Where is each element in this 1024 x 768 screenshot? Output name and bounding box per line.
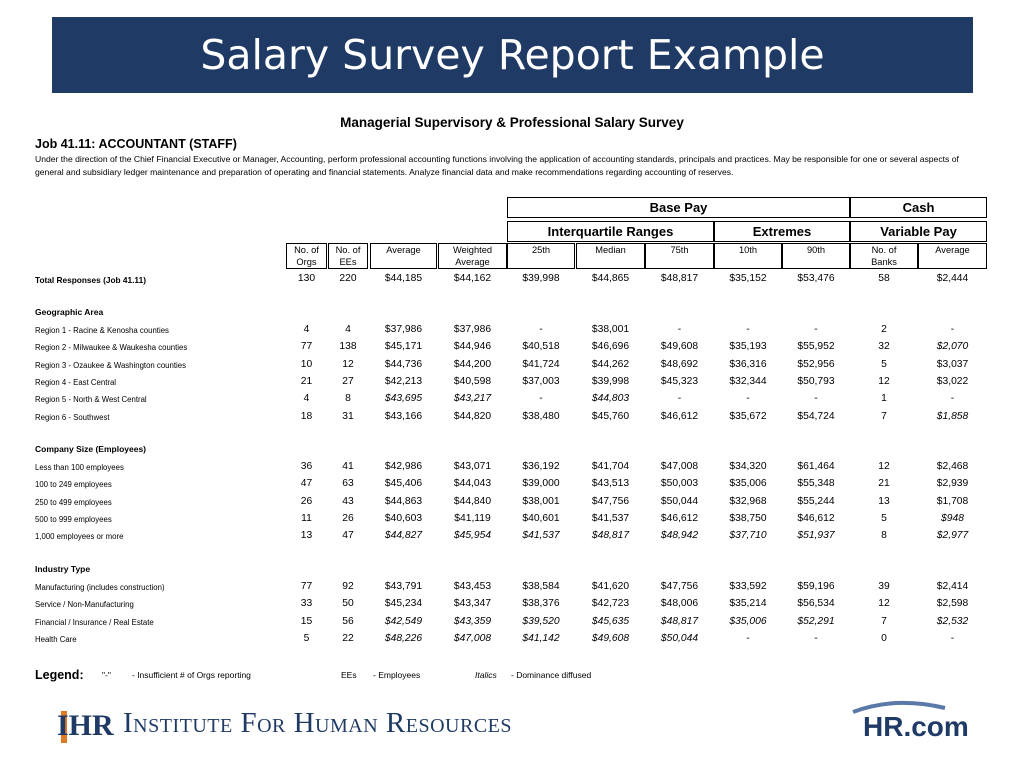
table-cell: $37,986 <box>453 324 492 335</box>
table-cell: - <box>814 324 818 335</box>
table-cell: 0 <box>881 632 887 644</box>
table-cell: $47,756 <box>660 581 699 592</box>
table-cell: 8 <box>881 530 887 542</box>
table-cell: $44,946 <box>453 341 492 353</box>
table-row <box>0 530 1024 544</box>
survey-title: Managerial Supervisory & Professional Salary Survey <box>340 115 684 130</box>
table-cell: $45,234 <box>384 598 423 610</box>
column-header-line1: Average <box>386 245 421 255</box>
table-cell: $43,359 <box>453 615 492 627</box>
table-row <box>0 496 1024 510</box>
table-cell: 5 <box>881 358 887 370</box>
table-cell: 39 <box>878 581 890 592</box>
table-cell: $46,612 <box>660 512 699 524</box>
table-cell: $50,044 <box>660 495 699 507</box>
table-cell: $39,998 <box>522 273 560 284</box>
table-cell: 43 <box>342 495 354 507</box>
column-header <box>438 243 507 269</box>
table-cell: $43,166 <box>384 410 423 422</box>
table-cell: 4 <box>303 393 310 405</box>
header-variable-pay: Variable Pay <box>850 221 987 242</box>
table-cell: $40,518 <box>522 341 560 353</box>
column-header-line2 <box>577 256 644 268</box>
table-cell: $948 <box>941 512 964 524</box>
table-cell: $35,214 <box>729 598 767 610</box>
column-header <box>850 243 918 269</box>
header-base-pay: Base Pay <box>507 197 850 218</box>
table-cell: $55,244 <box>797 495 835 507</box>
row-label: Region 2 - Milwaukee & Waukesha counties <box>35 343 188 353</box>
table-cell: 130 <box>297 273 316 284</box>
table-cell: $35,672 <box>729 410 767 422</box>
table-cell: $45,954 <box>453 530 492 542</box>
table-cell: 5 <box>303 632 310 644</box>
table-cell: $46,696 <box>591 341 630 353</box>
table-cell: 220 <box>339 273 357 284</box>
table-cell: $53,476 <box>797 273 835 284</box>
row-label: 250 to 499 employees <box>35 497 112 507</box>
hrcom-logo <box>845 698 985 744</box>
table-row <box>0 581 1024 595</box>
table-cell: $35,006 <box>729 615 767 627</box>
column-header-line1: 25th <box>531 245 551 255</box>
table-cell: $40,603 <box>384 512 423 524</box>
table-cell: 13 <box>300 530 313 542</box>
table-cell: $49,608 <box>591 632 630 644</box>
table-row <box>0 513 1024 527</box>
table-cell: 77 <box>300 581 313 592</box>
table-cell: $45,323 <box>660 375 699 387</box>
table-cell: 12 <box>878 375 890 387</box>
column-header-line1: Weighted <box>452 245 493 255</box>
table-cell: 10 <box>300 358 313 370</box>
table-cell: $46,612 <box>660 410 699 422</box>
table-cell: 31 <box>342 410 354 422</box>
table-cell: $1,708 <box>936 495 969 507</box>
table-cell: $54,724 <box>797 410 835 422</box>
table-row <box>0 633 1024 647</box>
table-cell: 50 <box>342 598 354 610</box>
table-cell: $45,635 <box>591 615 630 627</box>
table-cell: 12 <box>878 598 890 610</box>
table-cell: $37,986 <box>384 324 423 335</box>
table-cell: $41,142 <box>522 632 560 644</box>
table-cell: - <box>746 632 750 644</box>
table-cell: $2,468 <box>936 461 969 472</box>
table-cell: $48,817 <box>660 615 699 627</box>
table-cell: - <box>950 393 955 405</box>
table-cell: 22 <box>342 632 354 644</box>
table-cell: 4 <box>303 324 310 335</box>
table-cell: $44,840 <box>453 495 492 507</box>
table-cell: $48,942 <box>660 530 699 542</box>
row-label: 100 to 249 employees <box>35 480 112 490</box>
table-cell: $34,320 <box>729 461 767 472</box>
table-cell: $50,044 <box>660 632 699 644</box>
column-header <box>918 243 987 269</box>
column-header-line1: No. of <box>871 245 897 255</box>
table-cell: - <box>539 324 543 335</box>
table-row <box>0 461 1024 475</box>
table-cell: $44,043 <box>453 478 492 490</box>
table-cell: - <box>677 324 682 335</box>
slide-title: Salary Survey Report Example <box>200 31 825 79</box>
table-cell: $43,791 <box>384 581 423 592</box>
table-row <box>0 376 1024 390</box>
ihr-name: Institute For Human Resources <box>123 707 513 739</box>
table-cell: $35,152 <box>729 273 767 284</box>
table-cell: $42,213 <box>384 375 423 387</box>
table-cell: $36,192 <box>522 461 560 472</box>
column-header-line2 <box>919 256 986 268</box>
table-cell: $44,736 <box>384 358 423 370</box>
table-row <box>0 341 1024 355</box>
table-cell: $3,022 <box>936 375 969 387</box>
table-cell: $44,827 <box>384 530 423 542</box>
column-header-line1: No. of <box>294 245 319 255</box>
table-cell: 26 <box>300 495 313 507</box>
table-row <box>0 359 1024 373</box>
table-cell: $42,723 <box>591 598 630 610</box>
legend-ees-symbol: EEs <box>341 670 357 680</box>
table-cell: $44,865 <box>591 273 630 284</box>
column-header-line2 <box>715 256 781 268</box>
table-cell: $52,291 <box>797 615 835 627</box>
column-header-line1: 10th <box>738 245 758 255</box>
table-cell: $47,756 <box>591 495 630 507</box>
table-cell: $42,986 <box>384 461 423 472</box>
table-cell: $48,817 <box>591 530 630 542</box>
table-cell: $2,414 <box>936 581 969 592</box>
legend-dash-symbol: "-" <box>102 670 111 680</box>
column-header <box>286 243 327 269</box>
column-header-line2: Banks <box>871 257 897 267</box>
legend-ees-desc: - Employees <box>373 670 421 680</box>
column-header-line1: Median <box>595 245 626 255</box>
table-cell: 58 <box>878 273 890 284</box>
column-header-line2: Orgs <box>296 257 317 267</box>
row-label: Total Responses (Job 41.11) <box>35 275 146 285</box>
table-cell: 41 <box>342 461 354 472</box>
table-cell: 63 <box>342 478 354 490</box>
table-cell: $46,612 <box>797 512 835 524</box>
table-cell: $2,598 <box>936 598 969 610</box>
row-label: Manufacturing (includes construction) <box>35 583 165 592</box>
table-cell: 2 <box>881 324 887 335</box>
row-label: Region 1 - Racine & Kenosha counties <box>35 326 169 335</box>
section-heading: Industry Type <box>35 564 91 574</box>
table-cell: 12 <box>878 461 890 472</box>
table-cell: $43,513 <box>591 478 630 490</box>
table-cell: $41,724 <box>522 358 560 370</box>
column-header-line1: 90th <box>806 245 826 255</box>
table-cell: $2,532 <box>936 615 969 627</box>
total-row <box>0 273 1024 287</box>
table-cell: $43,347 <box>453 598 492 610</box>
row-label: Health Care <box>35 634 77 644</box>
header-cash: Cash <box>850 197 987 218</box>
table-cell: $38,750 <box>729 512 767 524</box>
column-header <box>576 243 645 269</box>
column-header-line2 <box>646 256 713 268</box>
table-cell: $50,003 <box>660 478 699 490</box>
table-cell: - <box>950 324 955 335</box>
table-cell: $48,006 <box>660 598 699 610</box>
table-cell: 7 <box>881 410 887 422</box>
table-row <box>0 616 1024 630</box>
row-label: Region 5 - North & West Central <box>35 395 147 405</box>
table-row <box>0 478 1024 492</box>
table-cell: $41,537 <box>591 512 630 524</box>
table-cell: 21 <box>878 478 890 490</box>
job-description: Under the direction of the Chief Financial Executive or Manager, Accounting, perform professional accounting functions involving the application of accounting standards, principals and practices. May be responsible for one or several aspects of general and subsidiary ledger maintenance and preparation of operating and financial statements. Analyze financial data and make recommendations regarding accounting of reserves. <box>35 154 959 177</box>
table-row <box>0 393 1024 407</box>
table-cell: - <box>539 393 543 405</box>
ihr-mark-icon <box>57 703 117 749</box>
table-cell: $42,549 <box>384 615 423 627</box>
table-cell: - <box>677 393 682 405</box>
table-cell: $1,858 <box>936 410 969 422</box>
section-heading: Geographic Area <box>35 307 104 317</box>
table-cell: $55,348 <box>797 478 835 490</box>
table-cell: 36 <box>300 461 313 472</box>
row-label: Region 6 - Southwest <box>35 412 110 422</box>
table-row <box>0 411 1024 425</box>
slide-title-bar <box>52 17 973 93</box>
ihr-logo <box>57 703 627 749</box>
table-cell: $41,704 <box>591 461 630 472</box>
table-cell: 92 <box>342 581 354 592</box>
hrcom-text: HR.com <box>863 711 969 742</box>
table-cell: $40,601 <box>522 512 560 524</box>
column-header <box>507 243 575 269</box>
header-interquartile: Interquartile Ranges <box>507 221 714 242</box>
table-cell: $33,592 <box>729 581 767 592</box>
table-cell: $36,316 <box>729 358 767 370</box>
table-cell: $52,956 <box>797 358 835 370</box>
column-header-line2 <box>371 256 436 268</box>
table-cell: 32 <box>878 341 890 353</box>
job-title: Job 41.11: ACCOUNTANT (STAFF) <box>35 137 237 151</box>
table-cell: 47 <box>300 478 313 490</box>
table-cell: $48,692 <box>660 358 699 370</box>
table-cell: 15 <box>300 615 313 627</box>
row-label: 500 to 999 employees <box>35 514 112 524</box>
table-cell: 8 <box>345 393 351 405</box>
column-header-line1: 75th <box>670 245 689 255</box>
table-cell: $38,584 <box>522 581 560 592</box>
table-cell: $37,710 <box>729 530 767 542</box>
row-label: Less than 100 employees <box>35 463 124 472</box>
table-cell: 138 <box>339 341 357 353</box>
table-cell: $32,968 <box>729 495 767 507</box>
table-cell: $44,820 <box>453 410 492 422</box>
table-cell: - <box>950 632 955 644</box>
table-cell: $43,071 <box>453 461 492 472</box>
column-header-line2: Average <box>455 257 490 267</box>
column-header <box>782 243 850 269</box>
table-cell: - <box>814 632 818 644</box>
table-row <box>0 324 1024 338</box>
table-cell: $44,262 <box>591 358 630 370</box>
table-cell: $44,200 <box>453 358 492 370</box>
table-cell: $35,006 <box>729 478 767 490</box>
row-label: Financial / Insurance / Real Estate <box>35 617 154 627</box>
table-cell: $41,620 <box>591 581 630 592</box>
table-cell: $49,608 <box>660 341 699 353</box>
table-cell: $32,344 <box>729 375 767 387</box>
table-cell: $41,537 <box>522 530 560 542</box>
table-cell: 77 <box>300 341 313 353</box>
column-header <box>328 243 368 269</box>
section-heading: Company Size (Employees) <box>35 444 147 454</box>
column-header-line1: No. of <box>335 245 361 255</box>
table-cell: 5 <box>881 512 887 524</box>
table-cell: $43,453 <box>453 581 492 592</box>
table-cell: 47 <box>342 530 354 542</box>
legend-dash-desc: - Insufficient # of Orgs reporting <box>132 670 251 680</box>
table-cell: $45,760 <box>591 410 630 422</box>
table-cell: 1 <box>881 393 887 405</box>
table-cell: 13 <box>878 495 890 507</box>
table-cell: 21 <box>300 375 313 387</box>
column-header-line2 <box>508 256 574 268</box>
table-cell: - <box>746 393 750 405</box>
table-cell: 12 <box>342 358 354 370</box>
table-cell: $50,793 <box>797 375 835 387</box>
legend-italics-desc: - Dominance diffused <box>511 670 592 680</box>
table-cell: $39,520 <box>522 615 560 627</box>
row-label: 1,000 employees or more <box>35 532 124 542</box>
table-cell: $3,037 <box>936 358 969 370</box>
legend-italics-symbol: Italics <box>475 670 497 680</box>
table-cell: $41,119 <box>454 512 491 524</box>
table-cell: $39,000 <box>522 478 560 490</box>
table-cell: $56,534 <box>797 598 835 610</box>
table-cell: $38,376 <box>522 598 560 610</box>
column-header <box>714 243 782 269</box>
table-cell: - <box>746 324 750 335</box>
table-cell: - <box>814 393 818 405</box>
table-cell: $44,863 <box>384 495 423 507</box>
ihr-mark-text: IHR <box>57 709 114 742</box>
row-label: Region 4 - East Central <box>35 377 117 387</box>
table-cell: $61,464 <box>797 461 835 472</box>
column-header-line2: EEs <box>339 257 357 267</box>
table-cell: $45,171 <box>384 341 423 353</box>
column-header-line2 <box>783 256 849 268</box>
table-cell: 27 <box>342 375 354 387</box>
table-cell: $38,480 <box>522 410 560 422</box>
column-header-line1: Average <box>935 245 970 255</box>
row-label: Service / Non-Manufacturing <box>35 600 134 610</box>
column-header <box>645 243 714 269</box>
table-cell: $48,226 <box>384 632 423 644</box>
column-header <box>370 243 437 269</box>
table-cell: $43,695 <box>384 393 423 405</box>
table-cell: $44,162 <box>453 273 492 284</box>
table-cell: $38,001 <box>522 495 560 507</box>
hrcom-swoosh-icon <box>845 698 985 744</box>
table-cell: $39,998 <box>591 375 630 387</box>
table-cell: 11 <box>301 512 312 524</box>
table-cell: $2,939 <box>936 478 969 490</box>
legend-title: Legend: <box>35 668 84 682</box>
table-cell: $2,977 <box>936 530 969 542</box>
table-cell: $44,803 <box>591 393 630 405</box>
table-cell: $38,001 <box>591 324 630 335</box>
table-cell: $2,070 <box>936 341 969 353</box>
table-cell: $45,406 <box>384 478 423 490</box>
legend <box>35 668 735 688</box>
table-cell: 7 <box>881 615 887 627</box>
table-cell: $47,008 <box>453 632 492 644</box>
table-cell: $47,008 <box>660 461 699 472</box>
table-cell: 33 <box>300 598 313 610</box>
table-cell: $48,817 <box>660 273 699 284</box>
table-cell: $44,185 <box>384 273 423 284</box>
table-row <box>0 598 1024 612</box>
table-cell: $40,598 <box>453 375 492 387</box>
table-cell: 26 <box>342 512 354 524</box>
table-cell: $51,937 <box>797 530 835 542</box>
table-cell: 4 <box>345 324 351 335</box>
header-extremes: Extremes <box>714 221 850 242</box>
table-cell: $37,003 <box>522 375 560 387</box>
table-cell: $2,444 <box>936 273 969 284</box>
table-cell: $55,952 <box>797 341 835 353</box>
table-cell: 56 <box>342 615 354 627</box>
table-cell: 18 <box>300 410 313 422</box>
table-cell: $59,196 <box>797 581 835 592</box>
table-cell: $35,193 <box>729 341 767 353</box>
table-cell: $43,217 <box>453 393 492 405</box>
row-label: Region 3 - Ozaukee & Washington counties <box>35 360 186 370</box>
